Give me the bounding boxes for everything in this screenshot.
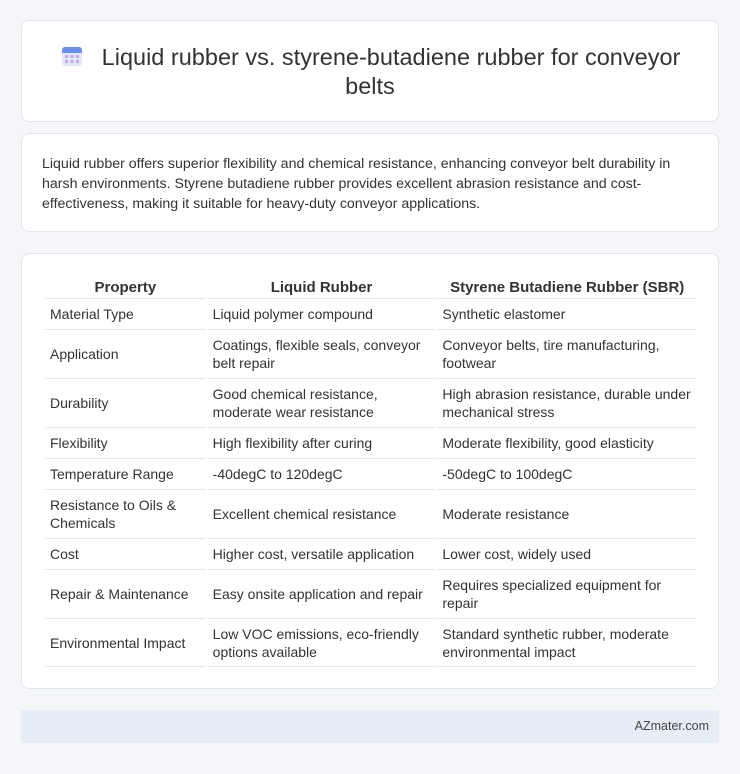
- sbr-cell: High abrasion resistance, durable under mechanical stress: [437, 378, 697, 427]
- header-property: Property: [94, 278, 157, 296]
- property-cell: Environmental Impact: [45, 618, 206, 667]
- property-cell: Resistance to Oils & Chemicals: [45, 489, 206, 538]
- footer-brand[interactable]: AZmater.com: [634, 719, 709, 733]
- page-title-wrap: [22, 43, 718, 101]
- sbr-cell: Moderate flexibility, good elasticity: [437, 427, 697, 458]
- liquid-rubber-cell: -40degC to 120degC: [208, 458, 436, 489]
- property-cell: Material Type: [45, 298, 206, 329]
- description-text: Liquid rubber offers superior flexibility and chemical resistance, enhancing conveyor belt durability in harsh environments. Styrene butadiene rubber provides excellent abrasion resistance and cost-effectiveness, making it suitable for heavy-duty conveyor applications.: [42, 156, 671, 212]
- table-row: [45, 458, 697, 489]
- sbr-cell: Standard synthetic rubber, moderate environmental impact: [437, 618, 697, 667]
- table-row: [45, 618, 697, 667]
- comparison-table: [43, 276, 699, 667]
- sbr-cell: Requires specialized equipment for repair: [437, 569, 697, 618]
- property-cell: Temperature Range: [45, 458, 206, 489]
- page-title: Liquid rubber vs. styrene-butadiene rubber for conveyor belts: [101, 44, 681, 99]
- calendar-icon: [60, 44, 84, 68]
- table-header-row: [45, 276, 697, 298]
- comparison-table-card: [21, 253, 719, 689]
- property-cell: Application: [45, 329, 206, 378]
- property-cell: Durability: [45, 378, 206, 427]
- liquid-rubber-cell: Good chemical resistance, moderate wear resistance: [208, 378, 436, 427]
- table-row: [45, 298, 697, 329]
- liquid-rubber-cell: High flexibility after curing: [208, 427, 436, 458]
- footer-bar: [21, 710, 719, 743]
- liquid-rubber-cell: Low VOC emissions, eco-friendly options available: [208, 618, 436, 667]
- title-card: [21, 20, 719, 122]
- table-row: [45, 329, 697, 378]
- liquid-rubber-cell: Excellent chemical resistance: [208, 489, 436, 538]
- property-cell: Cost: [45, 538, 206, 569]
- header-sbr: Styrene Butadiene Rubber (SBR): [450, 278, 685, 296]
- header-liquid-rubber: Liquid Rubber: [270, 278, 373, 296]
- liquid-rubber-cell: Liquid polymer compound: [208, 298, 436, 329]
- table-row: [45, 378, 697, 427]
- table-row: [45, 538, 697, 569]
- table-row: [45, 569, 697, 618]
- property-cell: Flexibility: [45, 427, 206, 458]
- liquid-rubber-cell: Coatings, flexible seals, conveyor belt repair: [208, 329, 436, 378]
- liquid-rubber-cell: Higher cost, versatile application: [208, 538, 436, 569]
- table-row: [45, 489, 697, 538]
- table-row: [45, 427, 697, 458]
- description-card: [21, 133, 719, 232]
- sbr-cell: Conveyor belts, tire manufacturing, footwear: [437, 329, 697, 378]
- property-cell: Repair & Maintenance: [45, 569, 206, 618]
- sbr-cell: -50degC to 100degC: [437, 458, 697, 489]
- sbr-cell: Lower cost, widely used: [437, 538, 697, 569]
- sbr-cell: Moderate resistance: [437, 489, 697, 538]
- sbr-cell: Synthetic elastomer: [437, 298, 697, 329]
- liquid-rubber-cell: Easy onsite application and repair: [208, 569, 436, 618]
